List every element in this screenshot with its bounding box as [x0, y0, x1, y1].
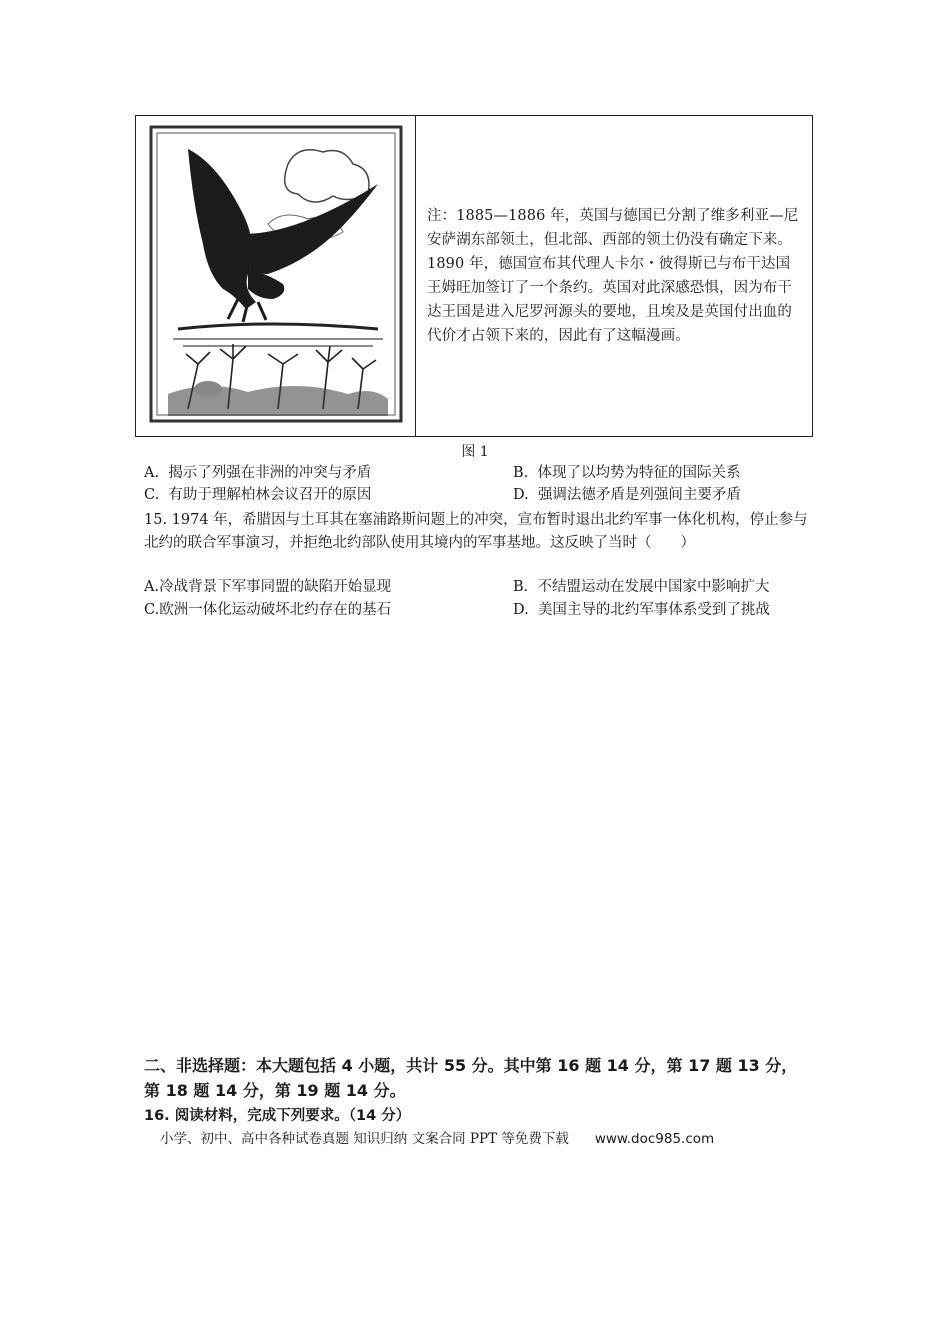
q15-option-b[interactable]: B. 不结盟运动在发展中国家中影响扩大 — [513, 579, 770, 595]
footer-text: 小学、初中、高中各种试卷真题 知识归纳 文案合同 PPT 等免费下载 — [160, 1131, 569, 1147]
q15-option-a[interactable]: A.冷战背景下军事同盟的缺陷开始显现 — [144, 579, 392, 595]
figure-caption: 图 1 — [461, 444, 489, 460]
q14-option-a[interactable]: A. 揭示了列强在非洲的冲突与矛盾 — [144, 465, 372, 481]
figure-table — [135, 115, 813, 437]
figure-image-cell — [136, 116, 416, 436]
q15-option-c[interactable]: C.欧洲一体化运动破坏北约存在的基石 — [144, 602, 392, 618]
figure-note-cell — [416, 116, 812, 436]
section-2-title: 二、非选择题：本大题包括 4 小题，共计 55 分。其中第 16 题 14 分，第 17 题 13 分，第 18 题 14 分，第 19 题 14 分。 — [144, 1056, 798, 1100]
q15-option-d[interactable]: D. 美国主导的北约军事体系受到了挑战 — [513, 602, 770, 618]
footer-banner — [160, 1127, 714, 1147]
q14-option-d[interactable]: D. 强调法德矛盾是列强间主要矛盾 — [513, 487, 741, 503]
eagle-cartoon-illustration — [148, 124, 404, 424]
q15-stem: 15. 1974 年，希腊因与土耳其在塞浦路斯问题上的冲突，宣布暂时退出北约军事一体化机构，停止参与北约的联合军事演习，并拒绝北约部队使用其境内的军事基地。这反映了当时（ ） — [144, 512, 808, 551]
footer-url[interactable]: www.doc985.com — [594, 1131, 715, 1147]
q14-option-b[interactable]: B. 体现了以均势为特征的国际关系 — [513, 465, 741, 481]
q16-stem: 16. 阅读材料，完成下列要求。（14 分） — [144, 1108, 411, 1124]
figure-note: 注：1885—1886 年，英国与德国已分割了维多利亚—尼安萨湖东部领土，但北部、西部的领土仍没有确定下来。1890 年，德国宣布其代理人卡尔・彼得斯已与布干达国王姆旺加签订了一个条约。英国对此深感恐惧，因为布干达王国是进入尼罗河源头的要地，且埃及是英国付出血的代价才占领下来的，因此有了这幅漫画。 — [427, 208, 799, 344]
q14-option-c[interactable]: C. 有助于理解柏林会议召开的原因 — [144, 487, 372, 503]
